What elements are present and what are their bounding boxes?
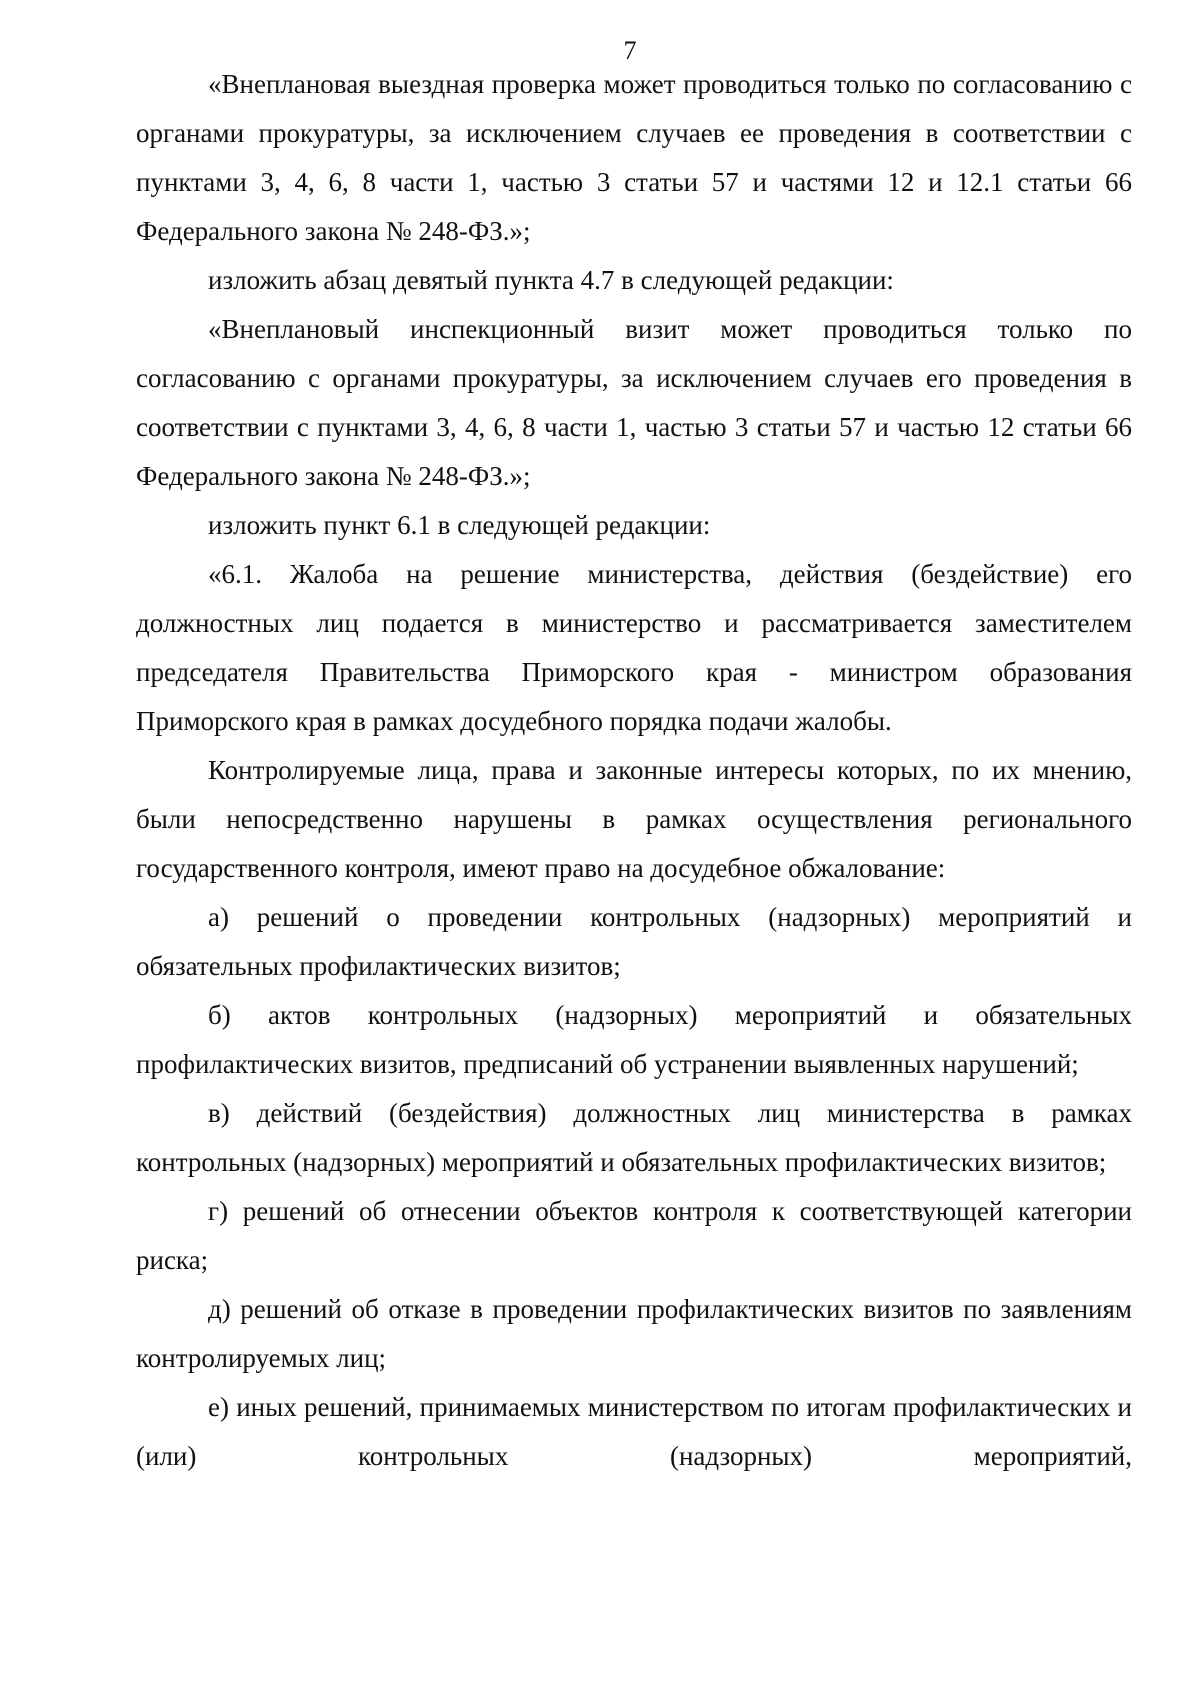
document-body [136, 60, 1132, 1481]
list-item-a: а) решений о проведении контрольных (надзорных) мероприятий и обязательных профилактических визитов; [136, 902, 1132, 981]
list-item-b: б) актов контрольных (надзорных) мероприятий и обязательных профилактических визитов, предписаний об устранении выявленных нарушений; [136, 1000, 1132, 1079]
paragraph-unscheduled-field-inspection: «Внеплановая выездная проверка может проводиться только по согласованию с органами прокуратуры, за исключением случаев ее проведения в соответствии с пунктами 3, 4, 6, 8 части 1, частью 3 статьи 57 и частями 12 и 12.1 статьи 66 Федерального закона № 248-ФЗ.»; [136, 69, 1132, 246]
paragraph-unscheduled-inspection-visit: «Внеплановый инспекционный визит может проводиться только по согласованию с органами прокуратуры, за исключением случаев его проведения в соответствии с пунктами 3, 4, 6, 8 части 1, частью 3 статьи 57 и частью 12 статьи 66 Федерального закона № 248-ФЗ.»; [136, 314, 1132, 491]
page-number: 7 [623, 36, 637, 65]
paragraph-amend-clause-6-1: изложить пункт 6.1 в следующей редакции: [208, 510, 711, 540]
paragraph-amend-clause-4-7: изложить абзац девятый пункта 4.7 в следующей редакции: [208, 265, 894, 295]
paragraph-controlled-persons-rights: Контролируемые лица, права и законные интересы которых, по их мнению, были непосредственно нарушены в рамках осуществления регионального государственного контроля, имеют право на досудебное обжалование: [136, 755, 1132, 883]
list-item-v: в) действий (бездействия) должностных лиц министерства в рамках контрольных (надзорных) мероприятий и обязательных профилактических визитов; [136, 1098, 1132, 1177]
paragraph-complaint-6-1: «6.1. Жалоба на решение министерства, действия (бездействие) его должностных лиц подается в министерство и рассматривается заместителем председателя Правительства Приморского края - министром образования Приморского края в рамках досудебного порядка подачи жалобы. [136, 559, 1132, 736]
list-item-e: е) иных решений, принимаемых министерством по итогам профилактических и (или) контрольных (надзорных) мероприятий, [136, 1392, 1132, 1471]
list-item-d: д) решений об отказе в проведении профилактических визитов по заявлениям контролируемых лиц; [136, 1294, 1132, 1373]
list-item-g: г) решений об отнесении объектов контроля к соответствующей категории риска; [136, 1196, 1132, 1275]
